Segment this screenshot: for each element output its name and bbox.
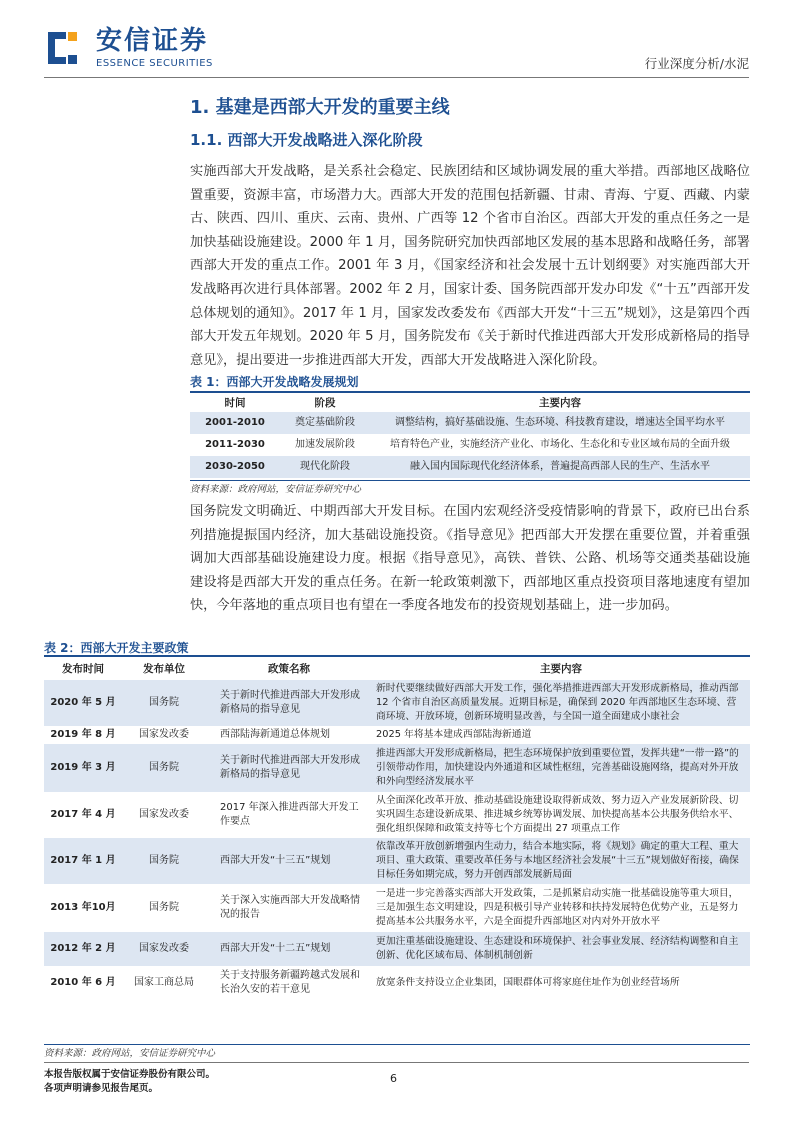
page-header bbox=[0, 0, 793, 80]
body-paragraph-1: 实施西部大开发战略，是关系社会稳定、民族团结和区域协调发展的重大举措。西部地区战略位置重要，资源丰富，市场潜力大。西部大开发的范围包括新疆、甘肃、青海、宁夏、西藏、内蒙古、陕西、四川、重庆、云南、贵州、广西等 12 个省市自治区。西部大开发的重点任务之一是加快基础设施建设。2000 年 1 月，国务院研究加快西部地区发展的基本思路和战略任务，部署西部大开发的重点工作。2001 年 3 月，《国家经济和社会发展十五计划纲要》对实施西部大开发战略再次进行具体部署。2002 年 2 月，国家计委、国务院西部开发办印发《“十五”西部开发总体规划的通知》。2017 年 1 月，国家发改委发布《西部大开发“十三五”规划》，这是第四个西部大开发五年规划。2020 年 5 月，国务院发布《关于新时代推进西部大开发形成新格局的指导意见》，提出要进一步推进西部大开发，西部大开发战略进入深化阶段。 bbox=[190, 164, 750, 368]
body-paragraph-2: 国务院发文明确近、中期西部大开发目标。在国内宏观经济受疫情影响的背景下，政府已出台系列措施提振国内经济，加大基础设施投资。《指导意见》把西部大开发摆在重要位置，并着重强调加大西部基础设施建设力度。根据《指导意见》，高铁、普铁、公路、机场等交通类基础设施建设将是西部大开发的重点任务。在新一轮政策刺激下，西部地区重点投资项目落地速度有望加快，今年落地的重点项目也有望在一季度各地发布的投资规划基础上，进一步加码。 bbox=[190, 504, 750, 614]
row-content: 调整结构，搞好基础设施、生态环境、科技教育建设，增速达全国平均水平 bbox=[370, 412, 750, 434]
row-policy-name: 西部陆海新通道总体规划 bbox=[220, 729, 330, 740]
row-unit: 国家发改委 bbox=[139, 729, 189, 740]
report-category: 行业深度分析/水泥 bbox=[644, 56, 749, 71]
row-unit: 国家发改委 bbox=[139, 809, 189, 820]
row-unit: 国务院 bbox=[122, 744, 206, 792]
essence-logo-icon bbox=[44, 28, 80, 68]
section-heading: 1. 基建是西部大开发的重要主线 bbox=[190, 97, 450, 118]
table-row bbox=[44, 744, 750, 792]
row-time: 2017 年 4 月 bbox=[50, 809, 116, 820]
table-row bbox=[44, 726, 750, 744]
table-row bbox=[44, 838, 750, 884]
row-policy-name: 关于支持服务新疆跨越式发展和长治久安的若干意见 bbox=[220, 970, 360, 995]
table-row bbox=[190, 434, 750, 456]
row-content: 融入国内国际现代化经济体系，普遍提高西部人民的生产、生活水平 bbox=[370, 456, 750, 478]
row-time: 2013 年10月 bbox=[50, 902, 116, 913]
row-time: 2030-2050 bbox=[190, 456, 280, 478]
table1-source: 资料来源：政府网站，安信证券研究中心 bbox=[190, 484, 362, 495]
table-row bbox=[190, 412, 750, 434]
row-content: 一是进一步完善落实西部大开发政策，二是抓紧启动实施一批基础设施等重大项目，三是加强生态文明建设，四是积极引导产业转移和扶持发展特色优势产业，五是努力提高基本公共服务水平，六是全面提升西部地区对内对外开放水平 bbox=[376, 888, 739, 927]
row-time: 2011-2030 bbox=[205, 439, 265, 450]
header-policy-name: 政策名称 bbox=[268, 662, 310, 675]
row-policy-name: 西部大开发“十二五”规划 bbox=[206, 932, 372, 966]
row-stage: 奠定基础阶段 bbox=[280, 412, 370, 434]
footer-divider bbox=[44, 1062, 749, 1063]
row-content: 更加注重基础设施建设、生态建设和环境保护、社会事业发展、经济结构调整和自主创新、优化区域布局、体制机制创新 bbox=[372, 932, 750, 966]
row-unit: 国务院 bbox=[149, 902, 179, 913]
row-content: 新时代要继续做好西部大开发工作，强化举措推进西部大开发形成新格局，推动西部 12 个省市自治区高质量发展。近期目标是，确保到 2020 年西部地区生态环境、营商环境、开放环境，创新环境明显改善，与全国一道全面建成小康社会 bbox=[372, 680, 750, 726]
header-content: 主要内容 bbox=[540, 662, 582, 675]
row-content: 培育特色产业，实施经济产业化、市场化、生态化和专业区域布局的全面升级 bbox=[390, 439, 730, 450]
row-unit: 国家工商总局 bbox=[134, 977, 194, 988]
row-policy-name: 西部大开发“十三五”规划 bbox=[206, 838, 372, 884]
row-time: 2020 年 5 月 bbox=[44, 680, 122, 726]
development-plan-table bbox=[190, 392, 750, 478]
row-unit: 国务院 bbox=[122, 838, 206, 884]
policy-table bbox=[44, 656, 750, 1000]
header-time: 发布时间 bbox=[62, 662, 104, 675]
row-stage: 现代化阶段 bbox=[280, 456, 370, 478]
header-divider bbox=[44, 77, 749, 78]
table-row bbox=[44, 884, 750, 932]
row-time: 2017 年 1 月 bbox=[44, 838, 122, 884]
footer-copyright: 本报告版权属于安信证券股份有限公司。 bbox=[44, 1069, 216, 1080]
header-content: 主要内容 bbox=[539, 396, 581, 409]
table-header-row bbox=[44, 656, 750, 680]
header-stage: 阶段 bbox=[314, 396, 336, 409]
table-row bbox=[44, 932, 750, 966]
table2-caption: 表 2：西部大开发主要政策 bbox=[44, 641, 189, 655]
table-row bbox=[44, 680, 750, 726]
brand-name-en: ESSENCE SECURITIES bbox=[96, 58, 213, 69]
page-number: 6 bbox=[390, 1072, 397, 1085]
row-unit: 国家发改委 bbox=[122, 932, 206, 966]
table2-bottom-rule bbox=[44, 1044, 750, 1045]
header-unit: 发布单位 bbox=[143, 662, 185, 675]
row-policy-name: 关于深入实施西部大开发战略情况的报告 bbox=[220, 895, 360, 920]
table2-source: 资料来源：政府网站，安信证券研究中心 bbox=[44, 1048, 216, 1059]
table-row bbox=[190, 456, 750, 478]
subsection-heading: 1.1. 西部大开发战略进入深化阶段 bbox=[190, 131, 423, 149]
row-policy-name: 关于新时代推进西部大开发形成新格局的指导意见 bbox=[206, 744, 372, 792]
row-policy-name: 2017 年深入推进西部大开发工作要点 bbox=[220, 802, 359, 827]
row-time: 2010 年 6 月 bbox=[50, 977, 116, 988]
row-content: 从全面深化改革开放、推动基础设施建设取得新成效、努力迈入产业发展新阶段、切实巩固生态建设新成果、推进城乡统筹协调发展、加快提高基本公共服务供给水平、强化组织保障和政策支持等七个方面提出 27 项重点工作 bbox=[376, 795, 739, 834]
brand-name-cn: 安信证券 bbox=[96, 26, 209, 56]
row-content: 放宽条件支持设立企业集团，国眼群体可将家庭住址作为创业经营场所 bbox=[376, 977, 680, 988]
row-content: 依靠改革开放创新增强内生动力，结合本地实际，将《规划》确定的重大工程、重大项目、重大政策、重要改革任务与本地区经济社会发展“十三五”规划做好衔接，确保目标任务如期完成，努力开创西部发展新局面 bbox=[372, 838, 750, 884]
table1-caption: 表 1：西部大开发战略发展规划 bbox=[190, 375, 359, 389]
row-time: 2012 年 2 月 bbox=[44, 932, 122, 966]
row-content: 推进西部大开发形成新格局，把生态环境保护放到重要位置，发挥共建“一带一路”的引领带动作用，加快建设内外通道和区域性枢纽，完善基础设施网络，提高对外开放和外向型经济发展水平 bbox=[372, 744, 750, 792]
row-content: 2025 年将基本建成西部陆海新通道 bbox=[376, 729, 532, 740]
row-time: 2019 年 3 月 bbox=[44, 744, 122, 792]
header-time: 时间 bbox=[224, 396, 246, 409]
table-row bbox=[44, 792, 750, 838]
row-time: 2001-2010 bbox=[190, 412, 280, 434]
table1-bottom-rule bbox=[190, 480, 750, 481]
table-row bbox=[44, 966, 750, 1000]
row-policy-name: 关于新时代推进西部大开发形成新格局的指导意见 bbox=[206, 680, 372, 726]
row-unit: 国务院 bbox=[122, 680, 206, 726]
footer-disclaimer: 各项声明请参见报告尾页。 bbox=[44, 1083, 159, 1094]
table-header-row bbox=[190, 392, 750, 412]
row-stage: 加速发展阶段 bbox=[295, 439, 355, 450]
row-time: 2019 年 8 月 bbox=[50, 729, 116, 740]
